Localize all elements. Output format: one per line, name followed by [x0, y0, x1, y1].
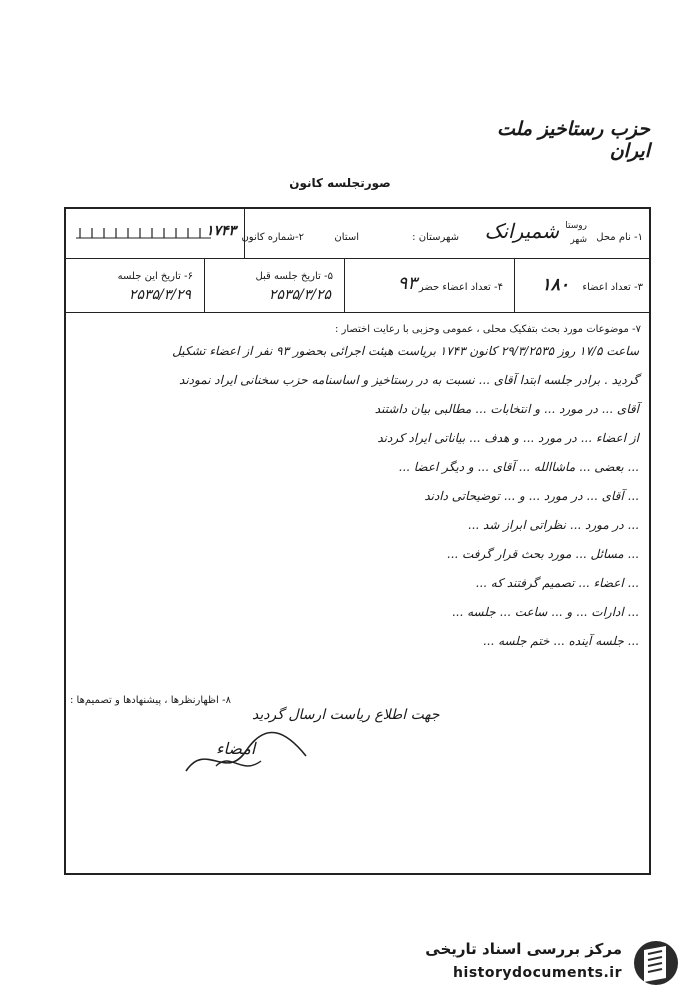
kanoon-no-boxes — [76, 225, 211, 239]
section7-line: از اعضاء ... در مورد ... و هدف ... بیاناتی ایراد کردند — [377, 431, 639, 445]
section7-label: ۷- موضوعات مورد بحث بتفکیک محلی ، عمومی وحزبی با رعایت اختصار : — [334, 324, 641, 335]
row2-divider — [66, 312, 649, 313]
row2-col-divider-2 — [344, 258, 345, 312]
section7-line: ... جلسه آینده ... ختم جلسه ... — [482, 634, 639, 648]
members-label: ۳- تعداد اعضاء — [582, 282, 643, 293]
section7-line: گردید . برادر جلسه ابتدا آقای ... نسبت به در رستاخیز و اساسنامه حزب سخنانی ایراد نمودند — [179, 373, 639, 387]
watermark-en: historydocuments.ir — [453, 965, 622, 981]
members-value: ۱۸۰ — [541, 275, 569, 295]
village-label: روستا — [565, 221, 587, 231]
county-label: شهرستان : — [412, 232, 459, 243]
present-label: ۴- تعداد اعضاء حضر — [418, 282, 503, 293]
signature: امضاء — [216, 739, 256, 758]
signature-scribble — [176, 721, 316, 781]
section7-line: ... مسائل ... مورد بحث قرار گرفت ... — [446, 547, 639, 561]
section7-line: ... آقای ... در مورد ... و ... توضیحاتی دادند — [424, 489, 639, 503]
form-box — [64, 207, 651, 875]
prev-date-label: ۵- تاریخ جلسه قبل — [255, 271, 333, 282]
prev-date-value: ۲۵۳۵/۳/۲۵ — [268, 287, 331, 303]
present-value: ۹۳ — [397, 273, 417, 294]
section7-line: ... در مورد ... نظراتی ابراز شد ... — [467, 518, 639, 532]
this-date-label: ۶- تاریخ این جلسه — [117, 271, 193, 282]
city-label: شهر — [570, 235, 587, 245]
archive-logo-icon — [632, 938, 680, 988]
section7-line: ساعت ۱۷/۵ روز ۲۹/۳/۲۵۳۵ کانون ۱۷۴۳ بریاست هیئت اجرائی بحضور ۹۳ نفر از اعضاء تشکیل — [172, 344, 639, 358]
section7-line: ... ادارات ... و ... ساعت ... جلسه ... — [451, 605, 639, 619]
watermark-fa: مرکز بررسی اسناد تاریخی — [425, 940, 622, 958]
row1-divider — [66, 258, 649, 259]
form-title: صورتجلسه کانون — [289, 176, 391, 190]
section7-line: آقای ... در مورد ... و انتخابات ... مطالبی بیان داشتند — [374, 402, 639, 416]
place-label: ۱- نام محل — [596, 232, 643, 243]
place-value: شمیرانک — [484, 219, 559, 243]
watermark — [410, 936, 680, 992]
province-label: استان — [334, 232, 359, 243]
section8-note: جهت اطلاع ریاست ارسال گردید — [252, 707, 440, 723]
section8-label: ۸- اظهارنظرها ، پیشنهادها و تصمیم‌ها : — [70, 695, 231, 706]
this-date-value: ۲۵۳۵/۳/۲۹ — [128, 287, 191, 303]
party-name: حزب رستاخیز ملت ایران — [496, 118, 650, 162]
kanoon-no-label: ۲-شماره کانون — [241, 232, 304, 243]
row2-col-divider-1 — [204, 258, 205, 312]
section7-line: ... اعضاء ... تصمیم گرفتند که ... — [475, 576, 639, 590]
kanoon-no-value: ۱۷۴۳ — [206, 223, 237, 239]
section7-line: ... بعضی ... ماشاالله ... آقای ... و دیگر اعضا ... — [398, 460, 639, 474]
row2-col-divider-3 — [514, 258, 515, 312]
